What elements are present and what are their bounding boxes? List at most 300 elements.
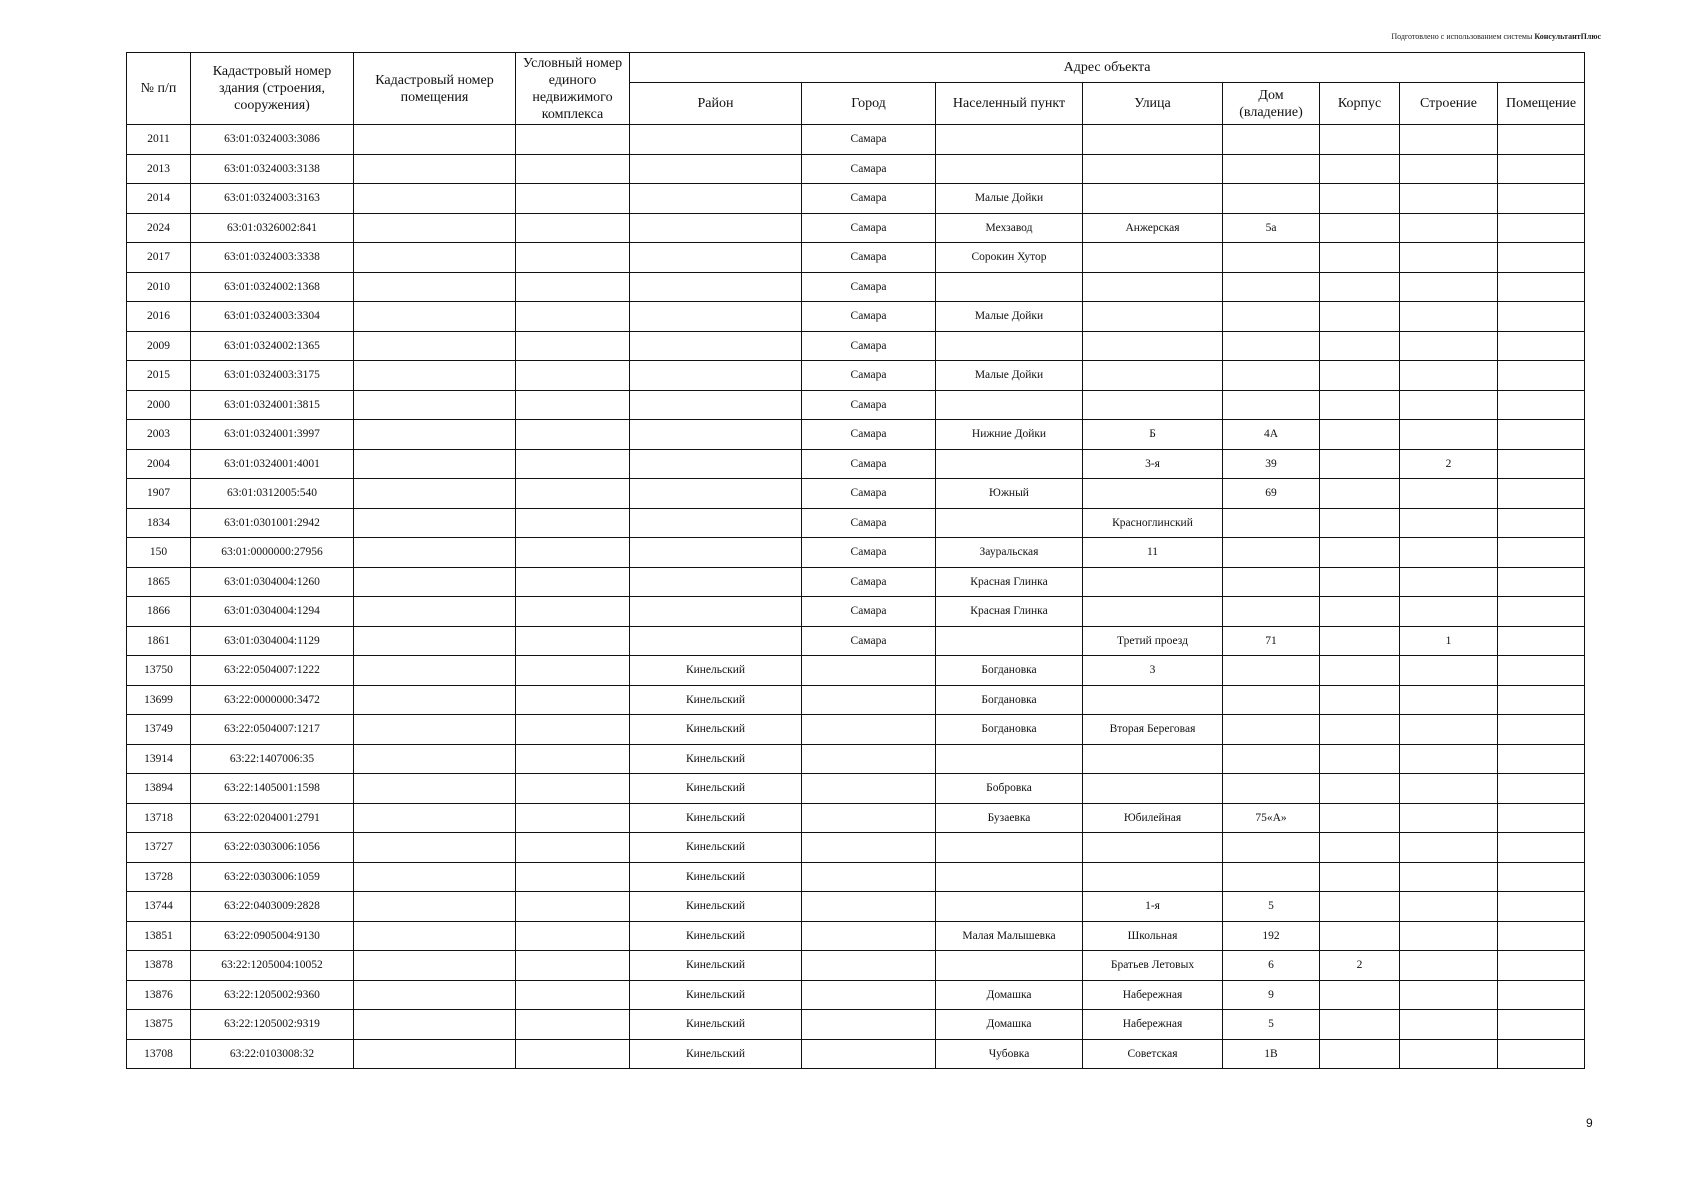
cell-city <box>802 921 936 951</box>
cell-korpus <box>1320 744 1400 774</box>
cell-complex-number <box>516 803 630 833</box>
page-number: 9 <box>1586 1116 1593 1130</box>
col-locality: Населенный пункт <box>936 83 1083 125</box>
table-row <box>127 302 1585 332</box>
cell-street <box>1083 331 1223 361</box>
cell-house <box>1223 538 1320 568</box>
cell-house: 39 <box>1223 449 1320 479</box>
cell-house <box>1223 656 1320 686</box>
cell-stroenie <box>1400 361 1498 391</box>
cell-premises-cadastral <box>354 626 516 656</box>
cell-stroenie <box>1400 567 1498 597</box>
cell-building-cadastral: 63:22:0905004:9130 <box>191 921 354 951</box>
cell-pomeshchenie <box>1498 744 1585 774</box>
cell-street <box>1083 774 1223 804</box>
cell-stroenie <box>1400 774 1498 804</box>
cell-building-cadastral: 63:22:1405001:1598 <box>191 774 354 804</box>
cell-stroenie <box>1400 302 1498 332</box>
cell-house <box>1223 774 1320 804</box>
cell-pomeshchenie <box>1498 508 1585 538</box>
cell-district <box>630 538 802 568</box>
cell-complex-number <box>516 302 630 332</box>
cell-korpus <box>1320 243 1400 273</box>
cell-house: 5 <box>1223 1010 1320 1040</box>
cell-num: 2016 <box>127 302 191 332</box>
cell-house: 5 <box>1223 892 1320 922</box>
cell-locality: Малые Дойки <box>936 361 1083 391</box>
cell-premises-cadastral <box>354 744 516 774</box>
cell-street <box>1083 744 1223 774</box>
cell-complex-number <box>516 154 630 184</box>
cell-district: Кинельский <box>630 892 802 922</box>
cell-korpus <box>1320 715 1400 745</box>
cell-premises-cadastral <box>354 951 516 981</box>
cell-house <box>1223 302 1320 332</box>
cell-complex-number <box>516 626 630 656</box>
cell-district: Кинельский <box>630 774 802 804</box>
cell-house: 6 <box>1223 951 1320 981</box>
table-row <box>127 567 1585 597</box>
cell-stroenie <box>1400 538 1498 568</box>
cell-street: Б <box>1083 420 1223 450</box>
col-premises-cadastral: Кадастровый номер помещения <box>354 53 516 125</box>
cell-num: 13749 <box>127 715 191 745</box>
table-row <box>127 390 1585 420</box>
cell-house <box>1223 390 1320 420</box>
cell-stroenie <box>1400 862 1498 892</box>
cell-locality <box>936 626 1083 656</box>
col-complex-number: Условный номер единого недвижимого комплекса <box>516 53 630 125</box>
cell-building-cadastral: 63:01:0324003:3304 <box>191 302 354 332</box>
cell-pomeshchenie <box>1498 980 1585 1010</box>
cell-stroenie <box>1400 184 1498 214</box>
table-row <box>127 508 1585 538</box>
cell-pomeshchenie <box>1498 597 1585 627</box>
col-street: Улица <box>1083 83 1223 125</box>
cell-premises-cadastral <box>354 154 516 184</box>
cell-stroenie <box>1400 921 1498 951</box>
cell-building-cadastral: 63:22:1205002:9319 <box>191 1010 354 1040</box>
cell-street <box>1083 567 1223 597</box>
cell-complex-number <box>516 597 630 627</box>
cell-building-cadastral: 63:01:0324003:3175 <box>191 361 354 391</box>
cell-pomeshchenie <box>1498 656 1585 686</box>
cell-locality: Домашка <box>936 980 1083 1010</box>
cell-stroenie <box>1400 951 1498 981</box>
table-row <box>127 862 1585 892</box>
cell-street: Братьев Летовых <box>1083 951 1223 981</box>
table-row <box>127 656 1585 686</box>
col-house: Дом (владение) <box>1223 83 1320 125</box>
cell-city <box>802 685 936 715</box>
cell-num: 13851 <box>127 921 191 951</box>
table-row <box>127 449 1585 479</box>
col-korpus: Корпус <box>1320 83 1400 125</box>
table-row <box>127 479 1585 509</box>
cell-city <box>802 1039 936 1069</box>
cell-complex-number <box>516 656 630 686</box>
cell-locality <box>936 892 1083 922</box>
cell-street: Советская <box>1083 1039 1223 1069</box>
cell-district <box>630 597 802 627</box>
cell-korpus <box>1320 685 1400 715</box>
cell-pomeshchenie <box>1498 803 1585 833</box>
table-header <box>127 53 1585 125</box>
cell-korpus <box>1320 833 1400 863</box>
cell-complex-number <box>516 1039 630 1069</box>
cell-district: Кинельский <box>630 803 802 833</box>
cell-stroenie: 2 <box>1400 449 1498 479</box>
cell-city <box>802 744 936 774</box>
cell-stroenie <box>1400 213 1498 243</box>
cell-building-cadastral: 63:01:0324001:3815 <box>191 390 354 420</box>
cell-stroenie <box>1400 154 1498 184</box>
cell-premises-cadastral <box>354 1039 516 1069</box>
cell-street: 3-я <box>1083 449 1223 479</box>
cell-stroenie <box>1400 892 1498 922</box>
cell-pomeshchenie <box>1498 921 1585 951</box>
cell-stroenie <box>1400 390 1498 420</box>
cell-premises-cadastral <box>354 125 516 155</box>
cell-premises-cadastral <box>354 184 516 214</box>
cell-complex-number <box>516 125 630 155</box>
cell-house: 5а <box>1223 213 1320 243</box>
cell-locality: Богдановка <box>936 656 1083 686</box>
cell-korpus <box>1320 184 1400 214</box>
cell-locality <box>936 951 1083 981</box>
cell-locality <box>936 862 1083 892</box>
cell-district <box>630 567 802 597</box>
table-row <box>127 272 1585 302</box>
cell-building-cadastral: 63:01:0324003:3086 <box>191 125 354 155</box>
cell-pomeshchenie <box>1498 479 1585 509</box>
cell-locality: Домашка <box>936 1010 1083 1040</box>
cell-complex-number <box>516 1010 630 1040</box>
cell-locality: Красная Глинка <box>936 597 1083 627</box>
cell-city: Самара <box>802 597 936 627</box>
cell-num: 2011 <box>127 125 191 155</box>
cell-complex-number <box>516 331 630 361</box>
table-row <box>127 833 1585 863</box>
cell-city: Самара <box>802 243 936 273</box>
col-pomeshchenie: Помещение <box>1498 83 1585 125</box>
cell-district <box>630 508 802 538</box>
cell-complex-number <box>516 744 630 774</box>
cell-stroenie <box>1400 420 1498 450</box>
cell-complex-number <box>516 833 630 863</box>
table-row <box>127 154 1585 184</box>
cell-district <box>630 184 802 214</box>
cell-street <box>1083 272 1223 302</box>
cell-num: 2009 <box>127 331 191 361</box>
cell-district <box>630 361 802 391</box>
cell-locality: Нижние Дойки <box>936 420 1083 450</box>
cell-pomeshchenie <box>1498 774 1585 804</box>
cell-city: Самара <box>802 390 936 420</box>
cell-pomeshchenie <box>1498 567 1585 597</box>
cell-complex-number <box>516 243 630 273</box>
cell-district: Кинельский <box>630 951 802 981</box>
cell-stroenie <box>1400 980 1498 1010</box>
table-row <box>127 744 1585 774</box>
cell-city: Самара <box>802 302 936 332</box>
cell-premises-cadastral <box>354 538 516 568</box>
cell-building-cadastral: 63:01:0324003:3338 <box>191 243 354 273</box>
cell-locality: Богдановка <box>936 715 1083 745</box>
cell-pomeshchenie <box>1498 154 1585 184</box>
cell-korpus <box>1320 892 1400 922</box>
cell-num: 1861 <box>127 626 191 656</box>
cell-district: Кинельский <box>630 715 802 745</box>
cell-stroenie <box>1400 1039 1498 1069</box>
cell-city <box>802 833 936 863</box>
cell-city <box>802 892 936 922</box>
cell-pomeshchenie <box>1498 125 1585 155</box>
cell-city <box>802 803 936 833</box>
cell-korpus <box>1320 774 1400 804</box>
cell-house: 1В <box>1223 1039 1320 1069</box>
cell-premises-cadastral <box>354 508 516 538</box>
cell-complex-number <box>516 921 630 951</box>
cell-pomeshchenie <box>1498 243 1585 273</box>
table-row <box>127 803 1585 833</box>
cell-korpus <box>1320 331 1400 361</box>
cell-premises-cadastral <box>354 862 516 892</box>
cell-building-cadastral: 63:22:1407006:35 <box>191 744 354 774</box>
table-row <box>127 420 1585 450</box>
cell-pomeshchenie <box>1498 833 1585 863</box>
cell-korpus <box>1320 597 1400 627</box>
cell-locality <box>936 331 1083 361</box>
cell-locality <box>936 744 1083 774</box>
cell-pomeshchenie <box>1498 213 1585 243</box>
cell-premises-cadastral <box>354 656 516 686</box>
cell-district <box>630 243 802 273</box>
cell-building-cadastral: 63:22:1205002:9360 <box>191 980 354 1010</box>
cell-house <box>1223 567 1320 597</box>
cell-street <box>1083 361 1223 391</box>
cell-street <box>1083 154 1223 184</box>
table-row <box>127 892 1585 922</box>
cell-city <box>802 862 936 892</box>
cell-stroenie <box>1400 685 1498 715</box>
cell-city: Самара <box>802 508 936 538</box>
cell-stroenie <box>1400 125 1498 155</box>
cell-street <box>1083 685 1223 715</box>
cell-district: Кинельский <box>630 685 802 715</box>
table-row <box>127 125 1585 155</box>
table-row <box>127 980 1585 1010</box>
cell-locality: Красная Глинка <box>936 567 1083 597</box>
cell-street: Красноглинский <box>1083 508 1223 538</box>
cell-city <box>802 774 936 804</box>
cell-street: Третий проезд <box>1083 626 1223 656</box>
cell-stroenie <box>1400 744 1498 774</box>
cell-building-cadastral: 63:01:0324003:3138 <box>191 154 354 184</box>
cell-stroenie <box>1400 272 1498 302</box>
table-row <box>127 626 1585 656</box>
cell-city: Самара <box>802 420 936 450</box>
cell-building-cadastral: 63:22:1205004:10052 <box>191 951 354 981</box>
cell-locality <box>936 833 1083 863</box>
cell-num: 2017 <box>127 243 191 273</box>
cell-district <box>630 302 802 332</box>
cell-complex-number <box>516 715 630 745</box>
cell-num: 1834 <box>127 508 191 538</box>
cell-district <box>630 449 802 479</box>
cell-building-cadastral: 63:01:0000000:27956 <box>191 538 354 568</box>
cell-street: Анжерская <box>1083 213 1223 243</box>
col-district: Район <box>630 83 802 125</box>
cell-building-cadastral: 63:01:0304004:1129 <box>191 626 354 656</box>
cell-building-cadastral: 63:01:0301001:2942 <box>191 508 354 538</box>
cell-korpus <box>1320 213 1400 243</box>
table-row <box>127 685 1585 715</box>
cell-district <box>630 420 802 450</box>
cell-street <box>1083 243 1223 273</box>
cell-house <box>1223 125 1320 155</box>
cell-locality <box>936 125 1083 155</box>
cell-korpus <box>1320 449 1400 479</box>
cell-korpus <box>1320 302 1400 332</box>
header-note-prefix: Подготовлено с использованием системы <box>1391 32 1533 41</box>
cell-locality: Малая Малышевка <box>936 921 1083 951</box>
cell-stroenie: 1 <box>1400 626 1498 656</box>
table-row <box>127 1010 1585 1040</box>
cell-city <box>802 656 936 686</box>
cell-complex-number <box>516 508 630 538</box>
cell-district: Кинельский <box>630 862 802 892</box>
cell-stroenie <box>1400 508 1498 538</box>
cell-district: Кинельский <box>630 744 802 774</box>
cell-premises-cadastral <box>354 1010 516 1040</box>
cell-korpus <box>1320 656 1400 686</box>
cell-num: 13708 <box>127 1039 191 1069</box>
cell-locality <box>936 154 1083 184</box>
cell-korpus <box>1320 125 1400 155</box>
cell-complex-number <box>516 685 630 715</box>
cell-city: Самара <box>802 567 936 597</box>
cell-building-cadastral: 63:22:0403009:2828 <box>191 892 354 922</box>
cell-street: Набережная <box>1083 980 1223 1010</box>
cell-street <box>1083 862 1223 892</box>
col-stroenie: Строение <box>1400 83 1498 125</box>
cell-locality: Малые Дойки <box>936 184 1083 214</box>
cell-complex-number <box>516 479 630 509</box>
cell-premises-cadastral <box>354 272 516 302</box>
table-row <box>127 184 1585 214</box>
cell-street: Набережная <box>1083 1010 1223 1040</box>
cell-complex-number <box>516 892 630 922</box>
cell-house <box>1223 744 1320 774</box>
cell-pomeshchenie <box>1498 685 1585 715</box>
table-body <box>127 125 1585 1069</box>
cell-num: 13878 <box>127 951 191 981</box>
cell-house <box>1223 243 1320 273</box>
cell-complex-number <box>516 980 630 1010</box>
table-row <box>127 1039 1585 1069</box>
cell-premises-cadastral <box>354 449 516 479</box>
cell-num: 2013 <box>127 154 191 184</box>
cell-complex-number <box>516 213 630 243</box>
cell-street <box>1083 390 1223 420</box>
cell-premises-cadastral <box>354 597 516 627</box>
cell-premises-cadastral <box>354 892 516 922</box>
cell-city: Самара <box>802 331 936 361</box>
cell-city: Самара <box>802 479 936 509</box>
table-row <box>127 243 1585 273</box>
cell-num: 13718 <box>127 803 191 833</box>
cell-street: Юбилейная <box>1083 803 1223 833</box>
cell-building-cadastral: 63:22:0504007:1217 <box>191 715 354 745</box>
cell-korpus <box>1320 1010 1400 1040</box>
cell-district: Кинельский <box>630 833 802 863</box>
header-note <box>1391 32 1601 41</box>
cell-street <box>1083 125 1223 155</box>
cell-district: Кинельский <box>630 1039 802 1069</box>
cell-premises-cadastral <box>354 685 516 715</box>
table-row <box>127 774 1585 804</box>
cell-building-cadastral: 63:01:0324002:1368 <box>191 272 354 302</box>
cell-korpus <box>1320 508 1400 538</box>
table-row <box>127 331 1585 361</box>
cell-num: 13894 <box>127 774 191 804</box>
cell-building-cadastral: 63:22:0303006:1056 <box>191 833 354 863</box>
cell-num: 1866 <box>127 597 191 627</box>
cell-korpus <box>1320 361 1400 391</box>
cell-stroenie <box>1400 1010 1498 1040</box>
cell-city: Самара <box>802 184 936 214</box>
cell-pomeshchenie <box>1498 951 1585 981</box>
col-building-cadastral: Кадастровый номер здания (строения, сооружения) <box>191 53 354 125</box>
cell-stroenie <box>1400 656 1498 686</box>
cell-complex-number <box>516 361 630 391</box>
cell-premises-cadastral <box>354 243 516 273</box>
cell-house <box>1223 154 1320 184</box>
cell-house: 9 <box>1223 980 1320 1010</box>
cell-building-cadastral: 63:01:0312005:540 <box>191 479 354 509</box>
cell-pomeshchenie <box>1498 538 1585 568</box>
cell-pomeshchenie <box>1498 390 1585 420</box>
cell-num: 2015 <box>127 361 191 391</box>
register-table <box>126 52 1585 1069</box>
cell-building-cadastral: 63:22:0000000:3472 <box>191 685 354 715</box>
cell-locality: Бобровка <box>936 774 1083 804</box>
cell-korpus <box>1320 921 1400 951</box>
cell-street: 3 <box>1083 656 1223 686</box>
cell-num: 13876 <box>127 980 191 1010</box>
cell-district <box>630 125 802 155</box>
cell-district: Кинельский <box>630 921 802 951</box>
cell-locality: Богдановка <box>936 685 1083 715</box>
cell-premises-cadastral <box>354 361 516 391</box>
cell-pomeshchenie <box>1498 626 1585 656</box>
cell-num: 2014 <box>127 184 191 214</box>
cell-premises-cadastral <box>354 420 516 450</box>
cell-premises-cadastral <box>354 567 516 597</box>
cell-complex-number <box>516 538 630 568</box>
cell-city <box>802 951 936 981</box>
cell-pomeshchenie <box>1498 862 1585 892</box>
cell-premises-cadastral <box>354 774 516 804</box>
table-row <box>127 951 1585 981</box>
col-num: № п/п <box>127 53 191 125</box>
cell-complex-number <box>516 420 630 450</box>
cell-stroenie <box>1400 803 1498 833</box>
cell-num: 13914 <box>127 744 191 774</box>
cell-pomeshchenie <box>1498 1039 1585 1069</box>
table-row <box>127 538 1585 568</box>
